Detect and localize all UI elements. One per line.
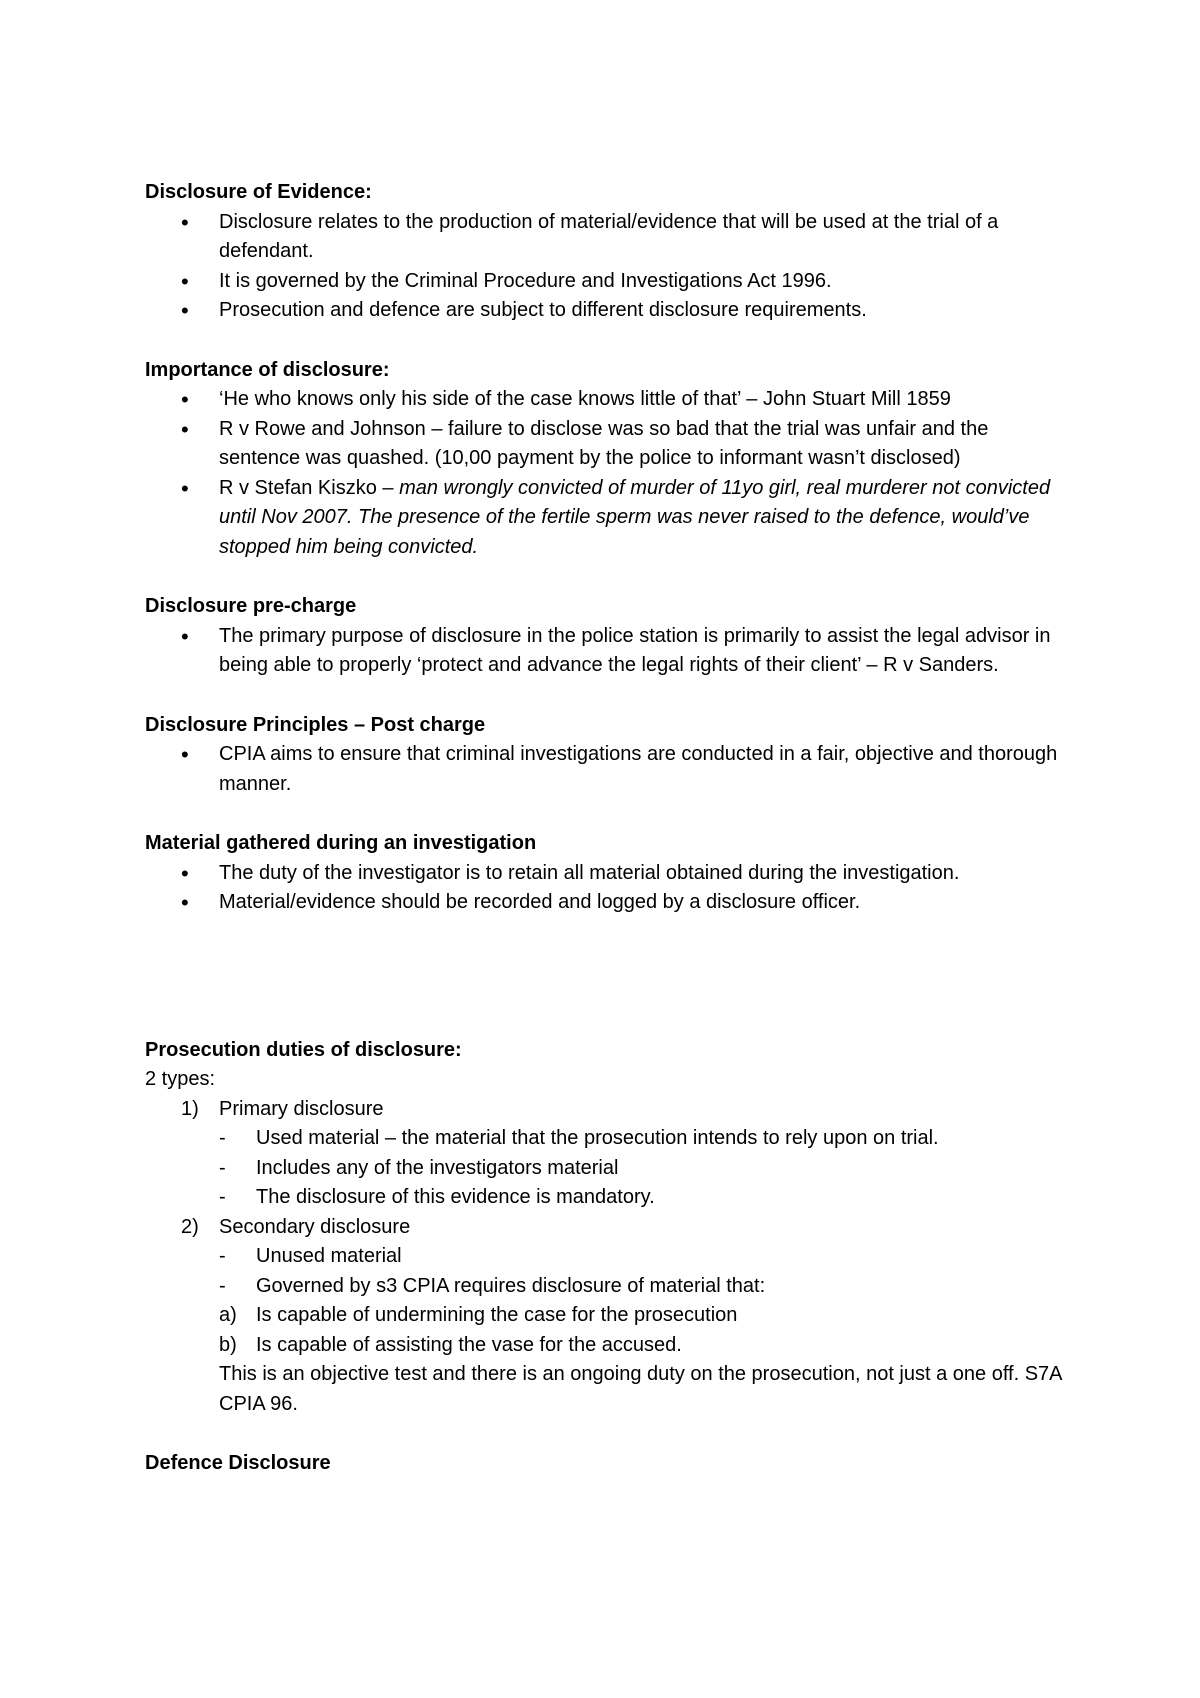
dash-item: - Includes any of the investigators material bbox=[145, 1154, 1075, 1184]
item-number: 1) bbox=[181, 1097, 199, 1120]
case-name: R v Stefan Kiszko – bbox=[219, 476, 400, 499]
heading-material-gathered: Material gathered during an investigation bbox=[145, 832, 537, 854]
bullet-item: • Material/evidence should be recorded and logged by a disclosure officer. bbox=[145, 888, 1075, 918]
dash-item: - Governed by s3 CPIA requires disclosure of material that: bbox=[145, 1272, 1075, 1302]
document-body bbox=[145, 178, 1075, 1479]
heading-defence-disclosure: Defence Disclosure bbox=[145, 1452, 331, 1474]
item-letter: b) bbox=[219, 1333, 237, 1356]
dash-item: - The disclosure of this evidence is mandatory. bbox=[145, 1183, 1075, 1213]
list-disclosure-principles bbox=[145, 740, 1075, 799]
item-label: Primary disclosure bbox=[219, 1097, 384, 1120]
list-disclosure-pre-charge bbox=[145, 622, 1075, 681]
item-text: Is capable of assisting the vase for the accused. bbox=[256, 1333, 682, 1356]
bullet-item: • Prosecution and defence are subject to different disclosure requirements. bbox=[145, 296, 1075, 326]
prosecution-intro: 2 types: bbox=[145, 1068, 216, 1090]
item-letter: a) bbox=[219, 1304, 237, 1326]
item-label: Secondary disclosure bbox=[219, 1215, 411, 1238]
case-detail: man wrongly convicted of murder of 11yo girl, real murderer not convicted until Nov 2007. The presence of the fertile sperm was never raised to the defence, would’ve stopped him being convicted. bbox=[219, 476, 1051, 558]
bullet-item: • Disclosure relates to the production of material/evidence that will be used at the trial of a defendant. bbox=[145, 208, 1075, 267]
list-material-gathered bbox=[145, 859, 1075, 918]
bullet-item: • The duty of the investigator is to retain all material obtained during the investigation. bbox=[145, 859, 1075, 889]
heading-disclosure-pre-charge: Disclosure pre-charge bbox=[145, 595, 357, 617]
heading-disclosure-principles: Disclosure Principles – Post charge bbox=[145, 713, 486, 736]
heading-importance-of-disclosure: Importance of disclosure: bbox=[145, 358, 390, 381]
bullet-item: • The primary purpose of disclosure in the police station is primarily to assist the legal advisor in being able to properly ‘protect and advance the legal rights of their client’ – R v Sanders. bbox=[145, 622, 1075, 681]
item-number: 2) bbox=[181, 1215, 199, 1238]
bullet-item: • R v Rowe and Johnson – failure to disclose was so bad that the trial was unfair and the sentence was quashed. (10,00 payment by the police to informant wasn’t disclosed) bbox=[145, 415, 1075, 474]
numbered-item-primary bbox=[145, 1095, 1075, 1125]
bullet-item: • ‘He who knows only his side of the case knows little of that’ – John Stuart Mill 1859 bbox=[145, 385, 1075, 415]
item-text: Is capable of undermining the case for the prosecution bbox=[256, 1304, 738, 1326]
numbered-item-secondary bbox=[145, 1213, 1075, 1243]
lettered-item-a bbox=[145, 1301, 1075, 1331]
bullet-item: • It is governed by the Criminal Procedure and Investigations Act 1996. bbox=[145, 267, 1075, 297]
heading-disclosure-of-evidence: Disclosure of Evidence: bbox=[145, 181, 372, 203]
dash-item: - Used material – the material that the prosecution intends to rely upon on trial. bbox=[145, 1124, 1075, 1154]
heading-prosecution-duties: Prosecution duties of disclosure: bbox=[145, 1038, 462, 1061]
list-importance-of-disclosure bbox=[145, 385, 1075, 562]
dash-item: - Unused material bbox=[145, 1242, 1075, 1272]
prosecution-note: This is an objective test and there is an ongoing duty on the prosecution, not just a one off. S7A CPIA 96. bbox=[219, 1363, 1062, 1415]
bullet-item bbox=[145, 474, 1075, 563]
lettered-item-b bbox=[145, 1331, 1075, 1361]
list-disclosure-of-evidence bbox=[145, 208, 1075, 326]
bullet-item: • CPIA aims to ensure that criminal investigations are conducted in a fair, objective and thorough manner. bbox=[145, 740, 1075, 799]
